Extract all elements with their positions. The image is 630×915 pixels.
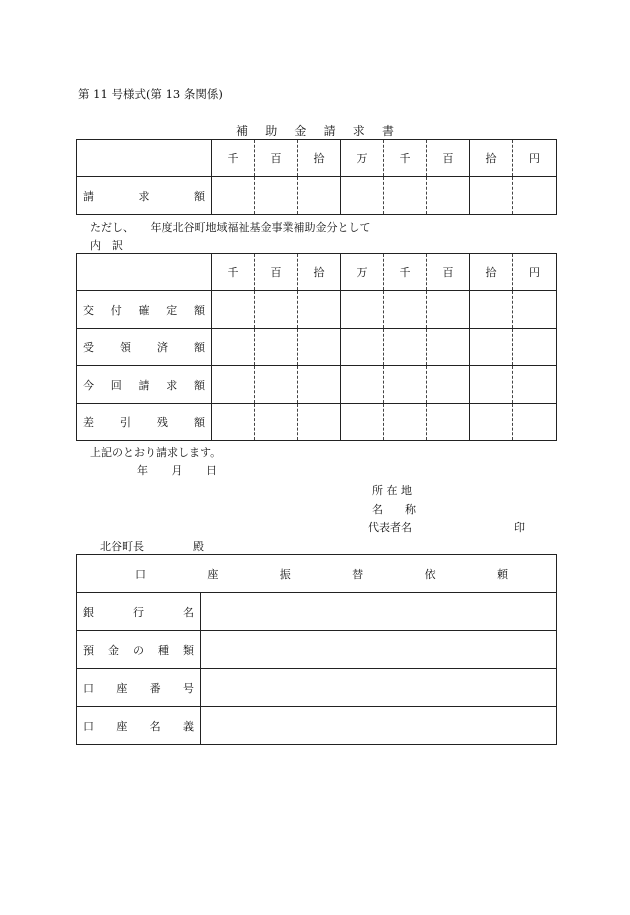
title-char: 助 (265, 124, 278, 138)
digit-cell[interactable] (427, 366, 470, 404)
digit-cell[interactable] (384, 366, 427, 404)
received-amount-label: 受 領 済 額 (77, 329, 212, 366)
title-char: 補 (236, 124, 249, 138)
claim-digit-cell[interactable] (255, 177, 298, 215)
representative-label: 代表者名 (368, 521, 412, 534)
claim-digit-cell[interactable] (470, 177, 513, 215)
account-number-field[interactable] (201, 669, 557, 707)
bank-transfer-header: 口 座 振 替 依 頼 (77, 555, 557, 593)
blank-header-cell (77, 254, 212, 291)
digit-cell[interactable] (298, 329, 341, 366)
deposit-type-label: 預 金 の 種 類 (77, 631, 201, 669)
unit-hyaku: 百 (427, 254, 470, 291)
account-holder-label: 口 座 名 義 (77, 707, 201, 745)
title-char: 請 (323, 124, 336, 138)
title-char: 金 (294, 124, 307, 138)
digit-cell[interactable] (255, 291, 298, 329)
date-month: 月 (171, 464, 183, 477)
account-holder-field[interactable] (201, 707, 557, 745)
name-label: 名 称 (372, 503, 416, 516)
account-number-label: 口 座 番 号 (77, 669, 201, 707)
unit-juu: 拾 (298, 140, 341, 177)
digit-cell[interactable] (298, 404, 341, 441)
digit-cell[interactable] (384, 329, 427, 366)
digit-cell[interactable] (212, 291, 255, 329)
date-year: 年 (137, 464, 148, 477)
digit-cell[interactable] (255, 404, 298, 441)
digit-cell[interactable] (255, 329, 298, 366)
digit-cell[interactable] (341, 329, 384, 366)
unit-man: 万 (341, 140, 384, 177)
unit-juu: 拾 (470, 254, 513, 291)
seal-mark: 印 (514, 521, 525, 534)
unit-hyaku: 百 (255, 140, 298, 177)
date-day: 日 (206, 464, 217, 477)
grant-fixed-amount-label: 交 付 確 定 額 (77, 291, 212, 329)
digit-cell[interactable] (470, 366, 513, 404)
digit-cell[interactable] (341, 366, 384, 404)
digit-cell[interactable] (513, 404, 557, 441)
unit-sen: 千 (384, 254, 427, 291)
unit-yen: 円 (513, 254, 557, 291)
digit-cell[interactable] (427, 291, 470, 329)
title-char: 求 (352, 124, 365, 138)
note-line: ただし、 年度北谷町地域福祉基金事業補助金分として (90, 221, 371, 234)
breakdown-table (76, 253, 557, 441)
digit-cell[interactable] (212, 404, 255, 441)
digit-cell[interactable] (513, 329, 557, 366)
unit-man: 万 (341, 254, 384, 291)
unit-hyaku: 百 (255, 254, 298, 291)
bank-name-field[interactable] (201, 593, 557, 631)
claim-digit-cell[interactable] (427, 177, 470, 215)
deposit-type-field[interactable] (201, 631, 557, 669)
digit-cell[interactable] (427, 404, 470, 441)
bank-name-label: 銀 行 名 (77, 593, 201, 631)
unit-hyaku: 百 (427, 140, 470, 177)
claim-digit-cell[interactable] (212, 177, 255, 215)
claim-digit-cell[interactable] (513, 177, 557, 215)
digit-cell[interactable] (255, 366, 298, 404)
claim-amount-table (76, 139, 557, 215)
current-claim-amount-label: 今 回 請 求 額 (77, 366, 212, 404)
form-title (236, 122, 394, 139)
addressee-honorific: 殿 (193, 540, 204, 553)
digit-cell[interactable] (298, 291, 341, 329)
digit-cell[interactable] (384, 404, 427, 441)
claim-digit-cell[interactable] (341, 177, 384, 215)
digit-cell[interactable] (212, 329, 255, 366)
claim-digit-cell[interactable] (298, 177, 341, 215)
remaining-balance-label: 差 引 残 額 (77, 404, 212, 441)
unit-sen: 千 (212, 140, 255, 177)
addressee-name: 北谷町長 (100, 540, 144, 553)
unit-juu: 拾 (470, 140, 513, 177)
blank-header-cell (77, 140, 212, 177)
unit-juu: 拾 (298, 254, 341, 291)
title-char: 書 (381, 124, 394, 138)
bank-transfer-table (76, 554, 557, 745)
digit-cell[interactable] (513, 366, 557, 404)
form-number: 第 11 号様式(第 13 条関係) (78, 87, 223, 101)
digit-cell[interactable] (470, 329, 513, 366)
unit-sen: 千 (212, 254, 255, 291)
unit-sen: 千 (384, 140, 427, 177)
digit-cell[interactable] (427, 329, 470, 366)
digit-cell[interactable] (384, 291, 427, 329)
claim-statement: 上記のとおり請求します。 (90, 446, 222, 459)
unit-yen: 円 (513, 140, 557, 177)
digit-cell[interactable] (513, 291, 557, 329)
digit-cell[interactable] (341, 404, 384, 441)
date-line (137, 462, 217, 478)
address-label: 所 在 地 (372, 484, 412, 497)
claim-amount-label: 請 求 額 (77, 177, 212, 215)
digit-cell[interactable] (212, 366, 255, 404)
digit-cell[interactable] (341, 291, 384, 329)
digit-cell[interactable] (298, 366, 341, 404)
digit-cell[interactable] (470, 404, 513, 441)
digit-cell[interactable] (470, 291, 513, 329)
breakdown-heading: 内 訳 (90, 239, 123, 252)
claim-digit-cell[interactable] (384, 177, 427, 215)
